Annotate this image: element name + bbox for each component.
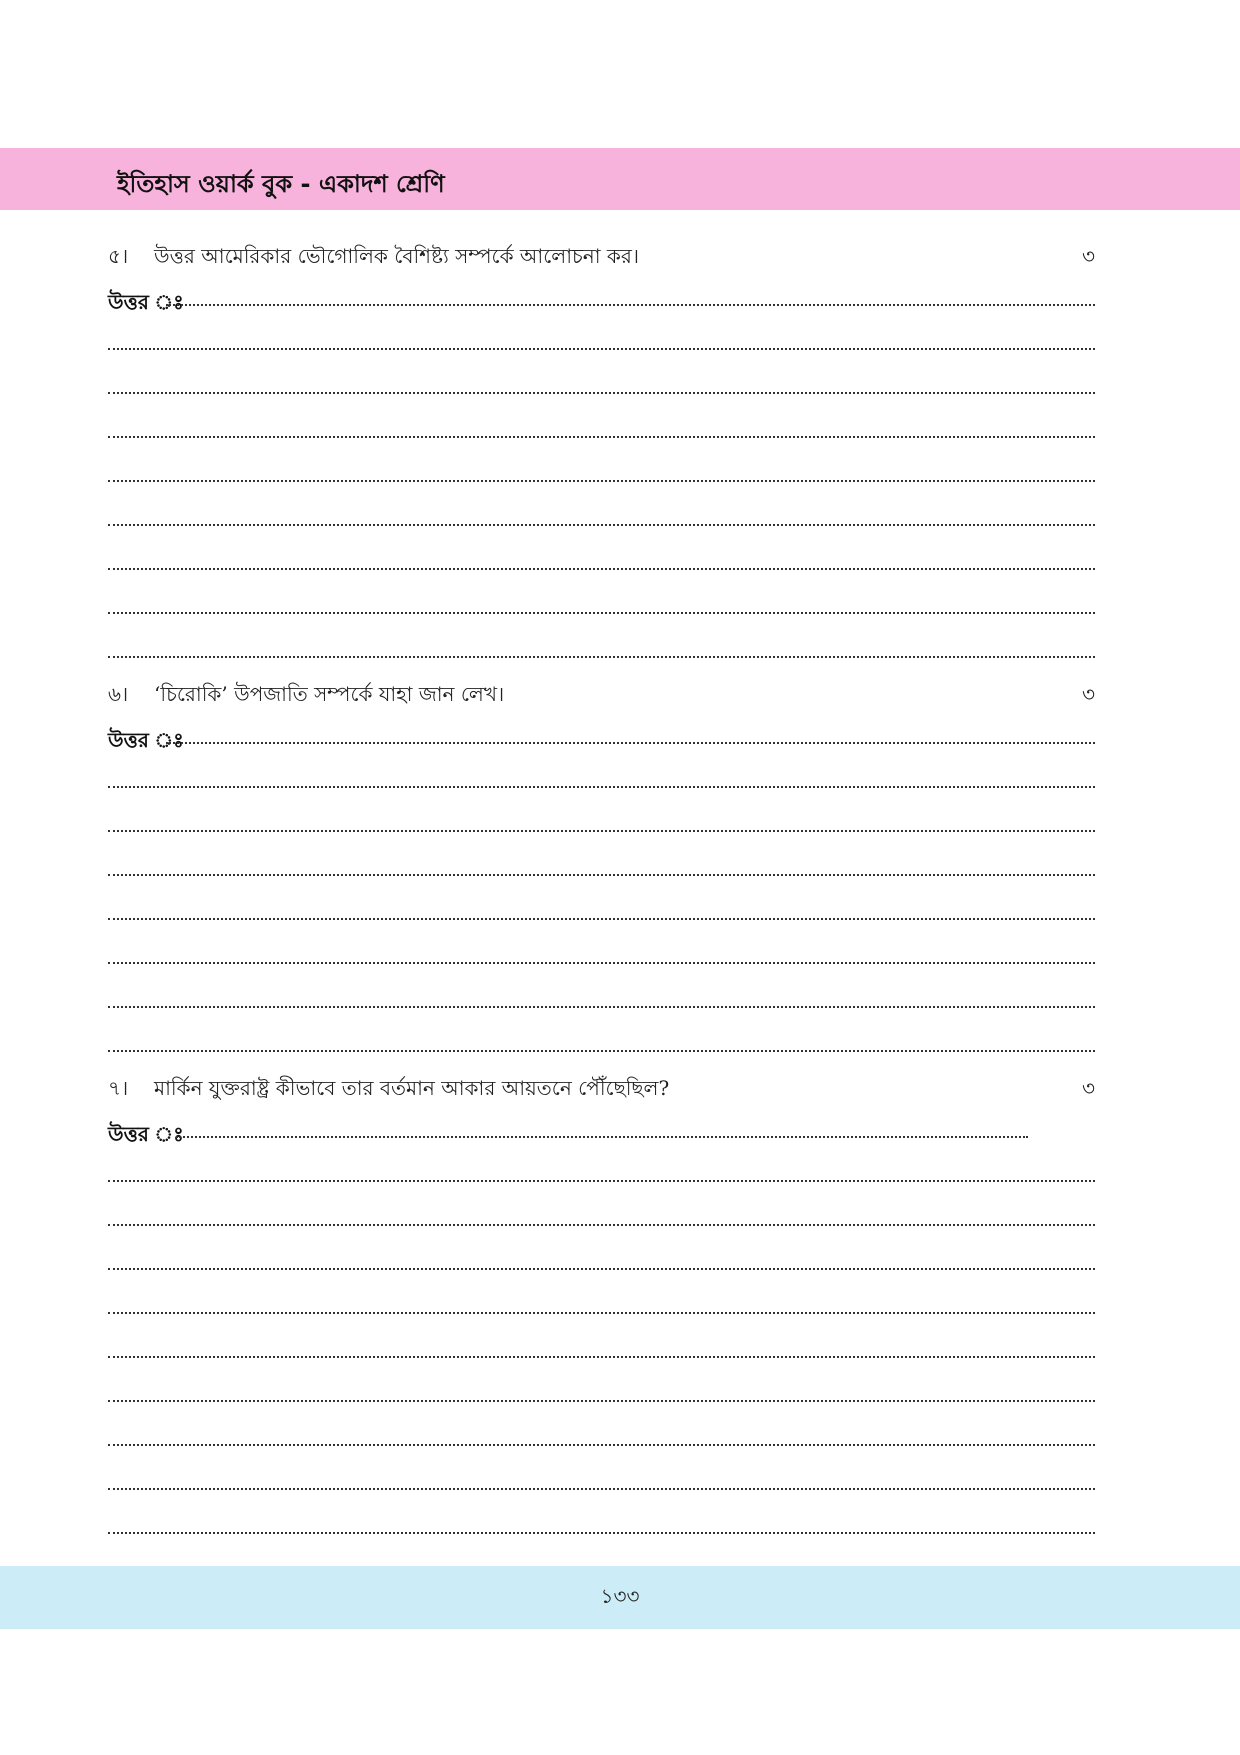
answer-line[interactable] bbox=[108, 524, 1095, 526]
question-text: মার্কিন যুক্তরাষ্ট্র কীভাবে তার বর্তমান আকার আয়তনে পৌঁছেছিল? bbox=[154, 1076, 670, 1100]
answer-line[interactable] bbox=[108, 436, 1095, 438]
answer-line[interactable] bbox=[108, 786, 1095, 788]
question-7 bbox=[108, 1074, 1095, 1108]
answer-line[interactable] bbox=[108, 348, 1095, 350]
answer-line[interactable] bbox=[108, 1006, 1095, 1008]
question-text: উত্তর আমেরিকার ভৌগোলিক বৈশিষ্ট্য সম্পর্কে আলোচনা কর। bbox=[154, 244, 640, 268]
answer-label: উত্তর ঃ bbox=[108, 1122, 184, 1146]
answer-line[interactable] bbox=[108, 568, 1095, 570]
question-marks: ৩ bbox=[1081, 682, 1095, 706]
answer-line[interactable] bbox=[108, 1400, 1095, 1402]
answer-line[interactable] bbox=[108, 392, 1095, 394]
answer-line[interactable] bbox=[108, 1224, 1095, 1226]
question-marks: ৩ bbox=[1081, 244, 1095, 268]
answer-line[interactable] bbox=[176, 1136, 1028, 1138]
answer-line[interactable] bbox=[108, 656, 1095, 658]
answer-label: উত্তর ঃ bbox=[108, 290, 184, 314]
answer-line[interactable] bbox=[108, 1050, 1095, 1052]
answer-line[interactable] bbox=[108, 612, 1095, 614]
answer-line[interactable] bbox=[166, 304, 1095, 306]
answer-line[interactable] bbox=[108, 1312, 1095, 1314]
answer-line[interactable] bbox=[108, 1356, 1095, 1358]
answer-label: উত্তর ঃ bbox=[108, 728, 184, 752]
question-marks: ৩ bbox=[1081, 1076, 1095, 1100]
question-6 bbox=[108, 680, 1095, 714]
question-5 bbox=[108, 242, 1095, 276]
answer-line[interactable] bbox=[166, 742, 1095, 744]
answer-line[interactable] bbox=[108, 918, 1095, 920]
question-number: ৭। bbox=[108, 1076, 129, 1100]
answer-line[interactable] bbox=[108, 1488, 1095, 1490]
question-number: ৫। bbox=[108, 244, 129, 268]
question-number: ৬। bbox=[108, 682, 129, 706]
question-text: ‘চিরোকি’ উপজাতি সম্পর্কে যাহা জান লেখ। bbox=[154, 682, 505, 706]
answer-line[interactable] bbox=[108, 480, 1095, 482]
page-number: ১৩৩ bbox=[600, 1584, 640, 1608]
answer-line[interactable] bbox=[108, 1444, 1095, 1446]
answer-line[interactable] bbox=[108, 1268, 1095, 1270]
answer-line[interactable] bbox=[108, 830, 1095, 832]
page-title: ইতিহাস ওয়ার্ক বুক - একাদশ শ্রেণি bbox=[117, 170, 445, 198]
answer-line[interactable] bbox=[108, 874, 1095, 876]
answer-line[interactable] bbox=[108, 1532, 1095, 1534]
answer-line[interactable] bbox=[108, 962, 1095, 964]
answer-line[interactable] bbox=[108, 1180, 1095, 1182]
